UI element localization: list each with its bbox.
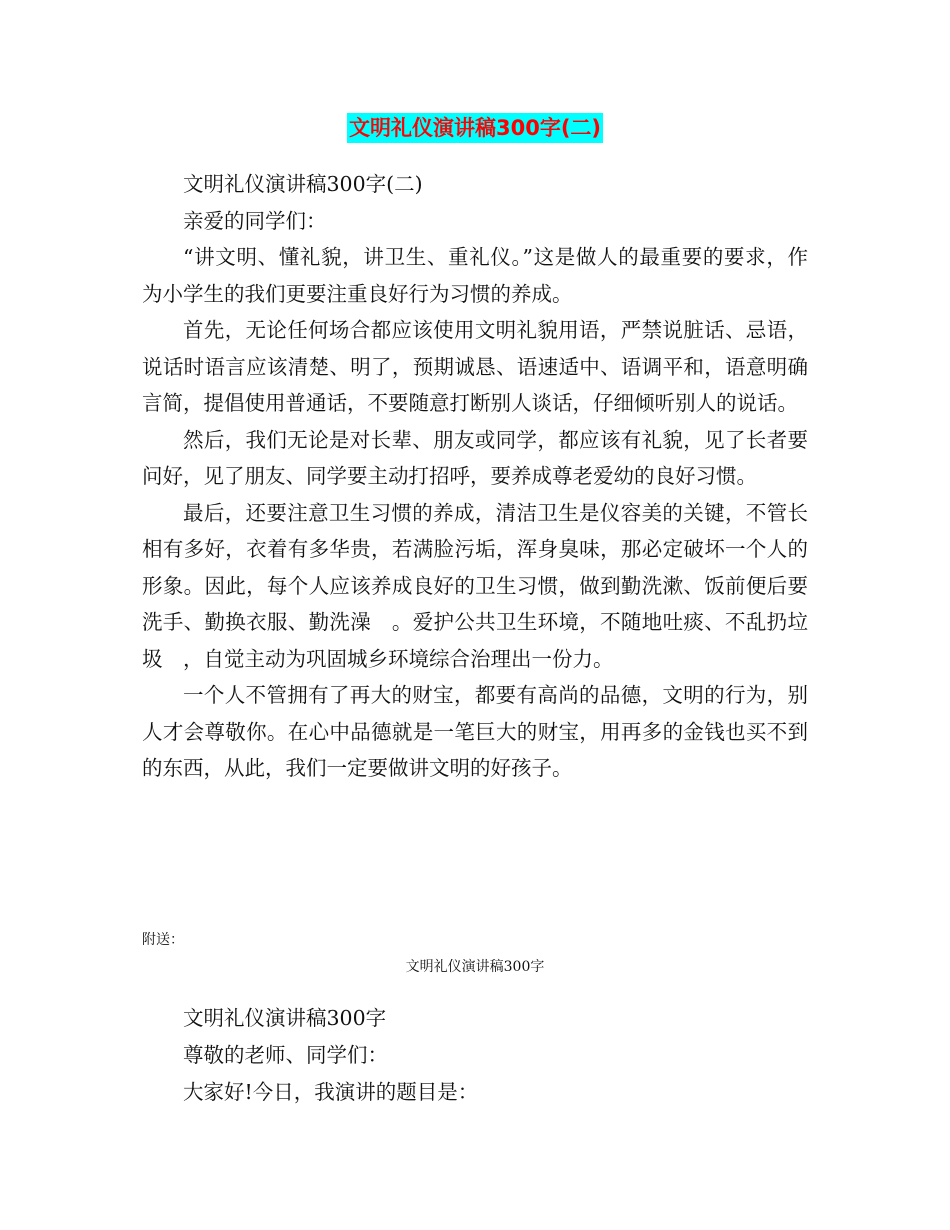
paragraph-then: 然后，我们无论是对长辈、朋友或同学，都应该有礼貌，见了长者要问好，见了朋友、同学要主动打招呼，要养成尊老爱幼的良好习惯。 xyxy=(142,427,808,488)
speech-body xyxy=(142,166,808,787)
appendix-paragraph: 文明礼仪演讲稿300字 xyxy=(183,1006,387,1030)
paragraph-conclusion: 一个人不管拥有了再大的财宝，都要有高尚的品德，文明的行为，别人才会尊敬你。在心中品德就是一笔巨大的财宝，用再多的金钱也买不到的东西，从此，我们一定要做讲文明的好孩子。 xyxy=(142,683,808,780)
appendix-paragraph: 大家好!今日，我演讲的题目是： xyxy=(183,1080,479,1104)
document-title: 文明礼仪演讲稿300字(二) xyxy=(347,113,603,143)
appendix-title: 文明礼仪演讲稿300字 xyxy=(405,959,545,975)
appendix-body xyxy=(142,1000,808,1111)
title-container xyxy=(0,113,950,143)
appendix-paragraph: 尊敬的老师、同学们： xyxy=(183,1043,388,1067)
paragraph-finally: 最后，还要注意卫生习惯的养成，清洁卫生是仪容美的关键，不管长相有多好，衣着有多华贵，若满脸污垢，浑身臭味，那必定破坏一个人的形象。因此，每个人应该养成良好的卫生习惯，做到勤洗漱、饭前便后要洗手、勤换衣服、勤洗澡 。爱护公共卫生环境，不随地吐痰、不乱扔垃圾 ，自觉主动为巩固城乡环境综合治理出一份力。 xyxy=(142,500,808,671)
paragraph-intro: “讲文明、懂礼貌，讲卫生、重礼仪。”这是做人的最重要的要求，作为小学生的我们更要注重良好行为习惯的养成。 xyxy=(142,245,808,306)
paragraph-first: 首先，无论任何场合都应该使用文明礼貌用语，严禁说脏话、忌语，说话时语言应该清楚、明了，预期诚恳、语速适中、语调平和，语意明确言简，提倡使用普通话，不要随意打断别人谈话，仔细倾听别人的说话。 xyxy=(142,318,808,415)
paragraph-subtitle: 文明礼仪演讲稿300字(二) xyxy=(183,172,423,196)
paragraph-greeting: 亲爱的同学们： xyxy=(183,208,327,233)
appendix-label: 附送： xyxy=(142,932,184,948)
